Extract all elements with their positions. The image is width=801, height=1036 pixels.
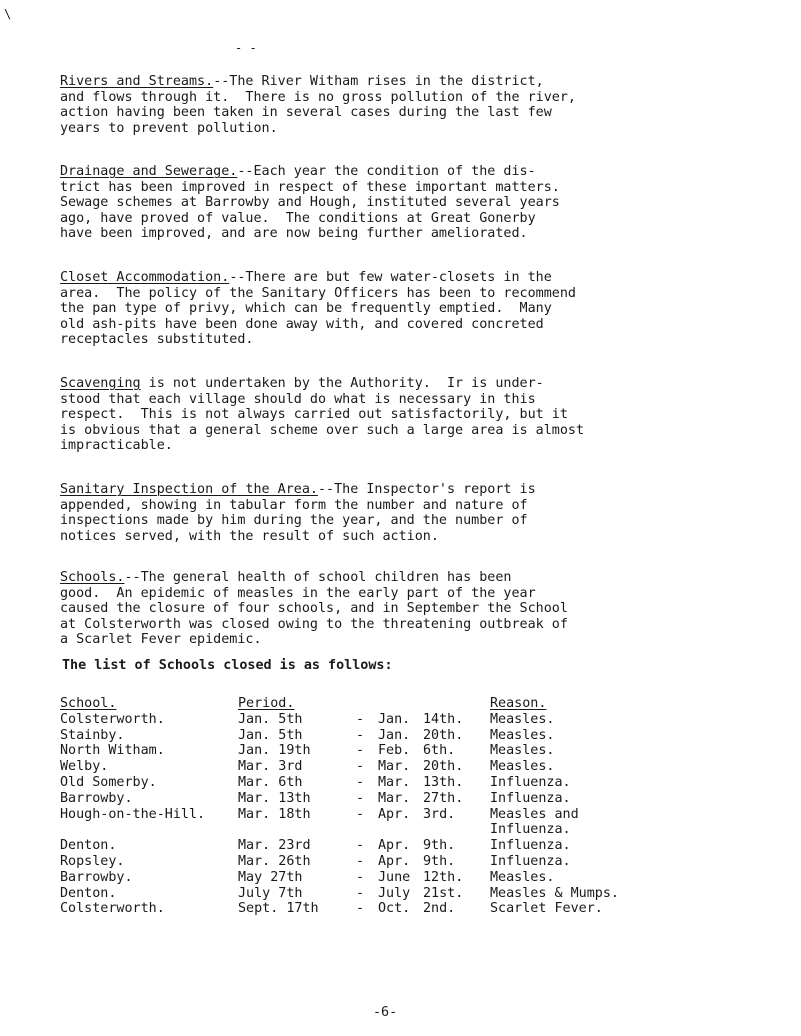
period-dash-cell: - [356,853,365,869]
period-dash-cell [356,822,378,838]
reason-cell: Influenza. [490,790,571,806]
reason-cell: Influenza. [490,822,571,838]
paragraph-line: area. The policy of the Sanitary Officers has been to recommend [60,285,576,301]
heading-schools: Schools. [60,570,125,585]
school-name-cell: Hough-on-the-Hill. [60,806,206,822]
table-row [60,759,790,775]
school-name-cell [60,822,238,838]
paragraph-line: appended, showing in tabular form the number and nature of [60,497,528,513]
paragraph-line: receptacles substituted. [60,332,254,348]
period-start-cell: Mar. 26th [238,853,311,869]
school-name-cell: Barrowby. [60,869,133,885]
paragraph-line: have been improved, and are now being further ameliorated. [60,226,528,242]
period-end-day-cell: 9th. [423,838,456,854]
paragraph-schools [60,570,780,648]
table-row [60,886,790,902]
period-end-month-cell: Oct. [378,901,411,917]
period-start-cell: Jan. 19th [238,743,311,759]
period-start-cell: Mar. 23rd [238,838,311,854]
schools-list-intro: The list of Schools closed is as follows: [62,658,393,673]
reason-cell: Measles & Mumps. [490,885,619,901]
period-start-cell: Jan. 5th [238,727,303,743]
period-end-month-cell: Mar. [378,790,411,806]
period-end-month-cell: Jan. [378,711,411,727]
period-start-cell: May 27th [238,869,303,885]
period-end-day-cell: 20th. [423,727,464,743]
period-end-month-cell: Apr. [378,853,411,869]
paragraph-line: good. An epidemic of measles in the early part of the year [60,585,536,601]
period-end-day-cell: 21st. [423,885,464,901]
period-start-cell: Mar. 3rd [238,759,303,775]
stray-mark: - - [235,41,257,55]
paragraph-scavenging [60,376,780,454]
period-end-day-cell: 6th. [423,743,456,759]
table-row [60,870,790,886]
period-end-month-cell: Apr. [378,806,411,822]
reason-cell: Measles. [490,869,555,885]
paragraph-line: Sewage schemes at Barrowby and Hough, instituted several years [60,195,560,211]
paragraph-line: a Scarlet Fever epidemic. [60,632,262,648]
paragraph-line: --Each year the condition of the dis- [237,164,536,179]
period-end-day-cell: 14th. [423,711,464,727]
school-name-cell: Colsterworth. [60,901,165,917]
table-row [60,807,790,823]
period-start-cell: Mar. 18th [238,806,311,822]
table-row [60,854,790,870]
paragraph-rivers-and-streams [60,74,780,136]
period-end-month-cell: July [378,885,411,901]
column-header-reason: Reason. [490,696,547,711]
school-name-cell: Denton. [60,885,117,901]
period-dash-cell: - [356,885,365,901]
paragraph-line: the pan type of privy, which can be frequently emptied. Many [60,301,552,317]
column-header-school: School. [60,696,117,711]
heading-closet-accommodation: Closet Accommodation. [60,270,230,285]
reason-cell: Measles. [490,743,555,759]
school-closures-table [60,696,790,917]
column-header-period: Period. [238,696,295,711]
period-end-day-cell: 20th. [423,759,464,775]
school-name-cell: Barrowby. [60,790,133,806]
paragraph-line: stood that each village should do what is necessary in this [60,391,536,407]
table-row [60,712,790,728]
paragraph-line: is obvious that a general scheme over such a large area is almost [60,422,585,438]
school-name-cell: Colsterworth. [60,711,165,727]
period-end-month-cell: Mar. [378,774,411,790]
period-start-cell: Sept. 17th [238,901,319,917]
period-dash-cell: - [356,790,365,806]
period-end-day-cell [423,822,490,838]
paragraph-line: is not undertaken by the Authority. Ir is under- [140,376,544,391]
paragraph-line: years to prevent pollution. [60,120,278,136]
paragraph-line: --The Inspector's report is [317,482,536,497]
heading-drainage-and-sewerage: Drainage and Sewerage. [60,164,238,179]
period-dash-cell: - [356,727,365,743]
paragraph-line: respect. This is not always carried out satisfactorily, but it [60,407,568,423]
paragraph-line: --The River Witham rises in the district, [213,74,544,89]
paragraph-line: notices served, with the result of such action. [60,528,439,544]
paragraph-line: --The general health of school children has been [124,570,512,585]
period-dash-cell: - [356,869,365,885]
period-dash-cell: - [356,901,365,917]
table-row [60,838,790,854]
period-end-day-cell: 13th. [423,774,464,790]
reason-cell: Measles. [490,759,555,775]
paragraph-line: trict has been improved in respect of these important matters. [60,179,560,195]
reason-cell: Influenza. [490,838,571,854]
school-name-cell: Ropsley. [60,853,125,869]
period-end-month-cell: June [378,869,411,885]
school-name-cell: North Witham. [60,743,165,759]
paragraph-closet-accommodation [60,270,780,348]
reason-cell: Measles. [490,711,555,727]
table-row [60,728,790,744]
table-row [60,743,790,759]
table-row [60,901,790,917]
paragraph-line: action having been taken in several cases during the last few [60,105,552,121]
paragraph-line: ago, have proved of value. The conditions at Great Gonerby [60,210,536,226]
reason-cell: Measles and [490,806,579,822]
school-name-cell: Stainby. [60,727,125,743]
paragraph-line: --There are but few water-closets in the [229,270,552,285]
period-dash-cell: - [356,711,365,727]
paragraph-sanitary-inspection [60,482,780,544]
period-dash-cell: - [356,774,365,790]
reason-cell: Influenza. [490,853,571,869]
margin-mark: \ [4,7,12,21]
paragraph-drainage-and-sewerage [60,164,780,242]
paragraph-line: inspections made by him during the year, and the number of [60,513,528,529]
period-dash-cell: - [356,838,365,854]
period-start-cell: July 7th [238,885,303,901]
paragraph-line: impracticable. [60,438,173,454]
period-end-day-cell: 27th. [423,790,464,806]
table-row [60,822,790,838]
period-end-month-cell [378,822,423,838]
period-dash-cell: - [356,759,365,775]
reason-cell: Measles. [490,727,555,743]
table-row [60,791,790,807]
period-start-cell: Mar. 6th [238,774,303,790]
period-end-month-cell: Jan. [378,727,411,743]
paragraph-line: caused the closure of four schools, and in September the School [60,601,568,617]
period-end-month-cell: Feb. [378,743,411,759]
table-header-row [60,696,790,712]
period-start-cell: Mar. 13th [238,790,311,806]
school-name-cell: Denton. [60,838,117,854]
period-end-day-cell: 2nd. [423,901,456,917]
page-number: -6- [373,1005,398,1020]
paragraph-line: at Colsterworth was closed owing to the threatening outbreak of [60,616,568,632]
period-start-cell [238,822,356,838]
reason-cell: Scarlet Fever. [490,901,603,917]
heading-scavenging: Scavenging [60,376,141,391]
reason-cell: Influenza. [490,774,571,790]
period-dash-cell: - [356,743,365,759]
period-end-day-cell: 3rd. [423,806,456,822]
period-end-month-cell: Mar. [378,759,411,775]
heading-sanitary-inspection: Sanitary Inspection of the Area. [60,482,318,497]
table-row [60,775,790,791]
school-name-cell: Old Somerby. [60,774,157,790]
period-end-day-cell: 12th. [423,869,464,885]
period-dash-cell: - [356,806,365,822]
heading-rivers-and-streams: Rivers and Streams. [60,74,214,89]
period-end-day-cell: 9th. [423,853,456,869]
paragraph-line: and flows through it. There is no gross pollution of the river, [60,89,576,105]
period-end-month-cell: Apr. [378,838,411,854]
paragraph-line: old ash-pits have been done away with, and covered concreted [60,316,544,332]
school-name-cell: Welby. [60,759,109,775]
period-start-cell: Jan. 5th [238,711,303,727]
